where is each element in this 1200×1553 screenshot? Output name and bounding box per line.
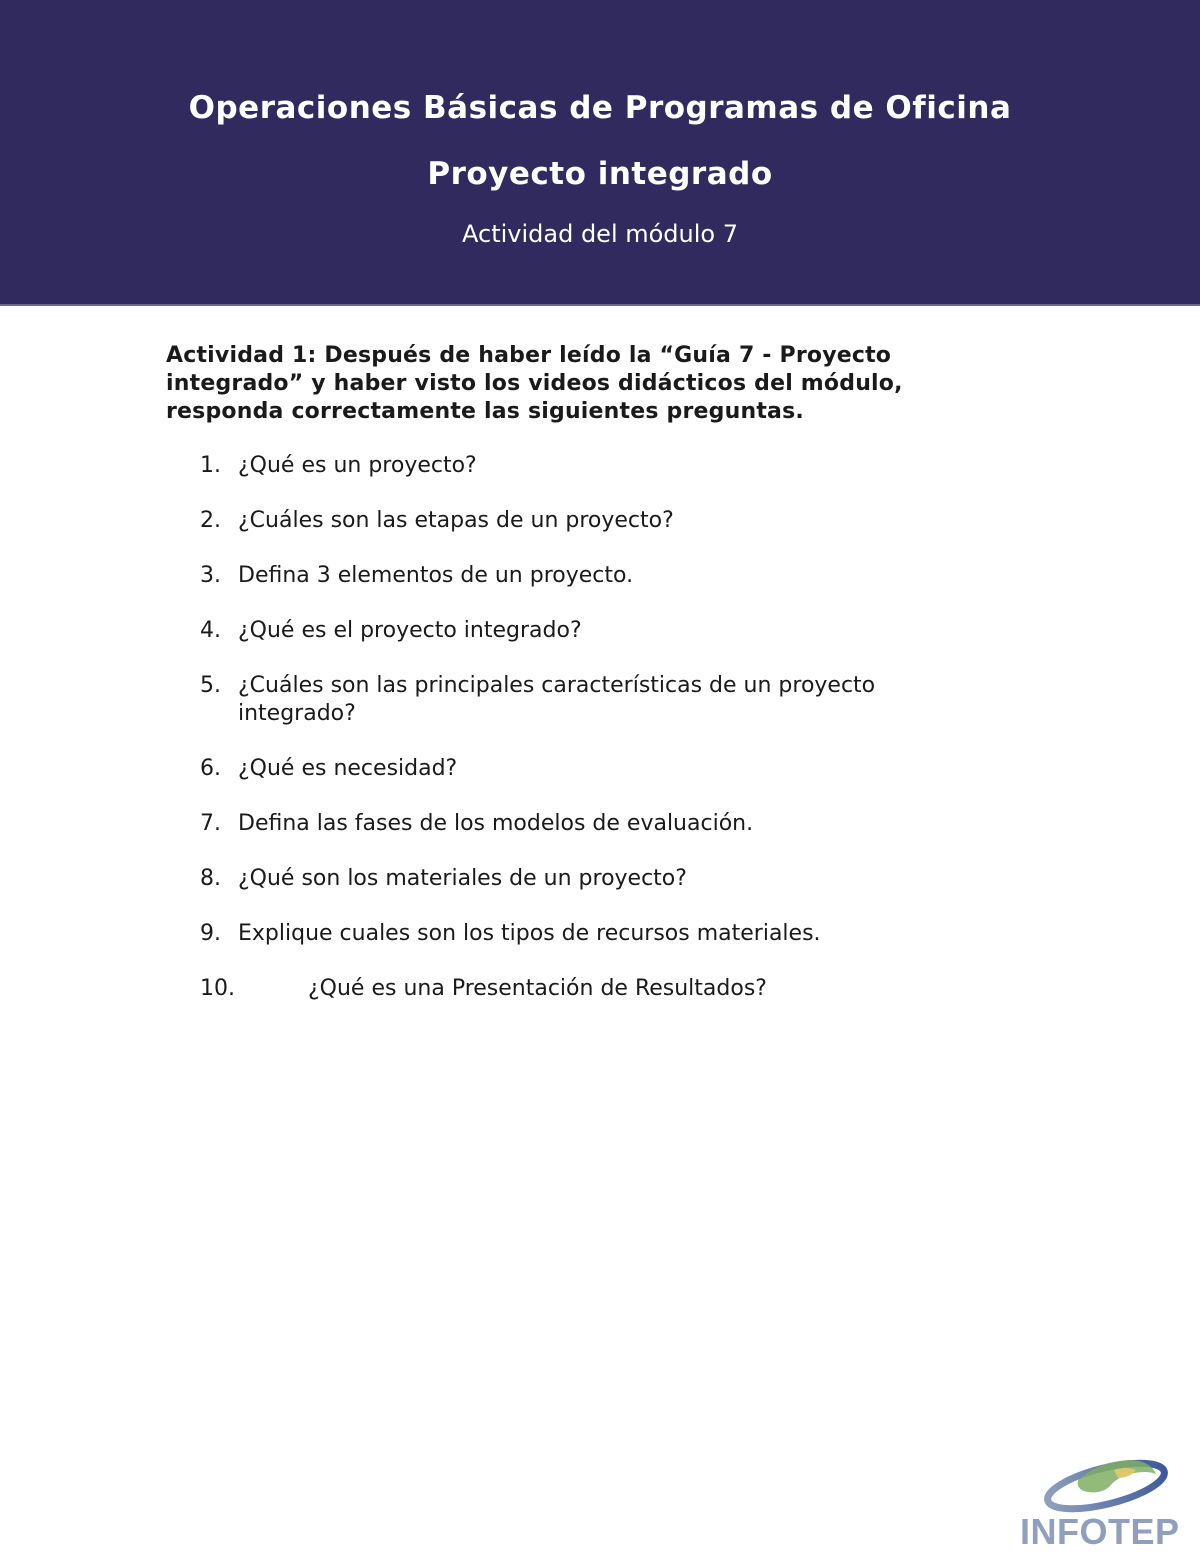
logo-text: INFOTEP — [1020, 1511, 1180, 1552]
module-label: Actividad del módulo 7 — [462, 220, 738, 248]
project-title: Proyecto integrado — [427, 156, 773, 192]
question-item — [200, 452, 960, 480]
question-number: 4. — [200, 618, 221, 643]
question-text: ¿Qué son los materiales de un proyecto? — [238, 866, 687, 891]
question-item — [200, 617, 960, 645]
question-item — [200, 755, 960, 783]
question-item — [200, 920, 960, 948]
question-number: 10. — [200, 976, 235, 1001]
question-text: ¿Qué es una Presentación de Resultados? — [308, 976, 767, 1001]
question-item — [200, 562, 960, 590]
question-number: 6. — [200, 756, 221, 781]
header-banner — [0, 0, 1200, 306]
question-item — [200, 810, 960, 838]
question-item — [200, 507, 960, 535]
question-text: Defina las fases de los modelos de evaluación. — [238, 811, 754, 836]
question-number: 1. — [200, 453, 221, 478]
question-text: Defina 3 elementos de un proyecto. — [238, 563, 634, 588]
question-item — [200, 672, 960, 728]
question-item — [200, 975, 960, 1003]
question-list — [200, 452, 960, 1030]
question-text: ¿Qué es el proyecto integrado? — [238, 618, 582, 643]
question-number: 3. — [200, 563, 221, 588]
question-text: ¿Qué es necesidad? — [238, 756, 458, 781]
infotep-logo — [1018, 1440, 1193, 1550]
question-text: ¿Cuáles son las etapas de un proyecto? — [238, 508, 674, 533]
question-item — [200, 865, 960, 893]
question-number: 2. — [200, 508, 221, 533]
question-text: ¿Cuáles son las principales características de un proyecto integrado? — [238, 673, 876, 726]
activity-instructions: Actividad 1: Después de haber leído la “Guía 7 - Proyecto integrado” y haber visto los videos didácticos del módulo, responda correctamente las siguientes preguntas. — [166, 343, 903, 424]
question-text: ¿Qué es un proyecto? — [238, 453, 477, 478]
question-number: 7. — [200, 811, 221, 836]
question-number: 8. — [200, 866, 221, 891]
course-title: Operaciones Básicas de Programas de Oficina — [188, 90, 1012, 126]
question-number: 9. — [200, 921, 221, 946]
globe-orbit-icon — [1018, 1440, 1193, 1520]
question-text: Explique cuales son los tipos de recursos materiales. — [238, 921, 821, 946]
question-number: 5. — [200, 673, 221, 698]
